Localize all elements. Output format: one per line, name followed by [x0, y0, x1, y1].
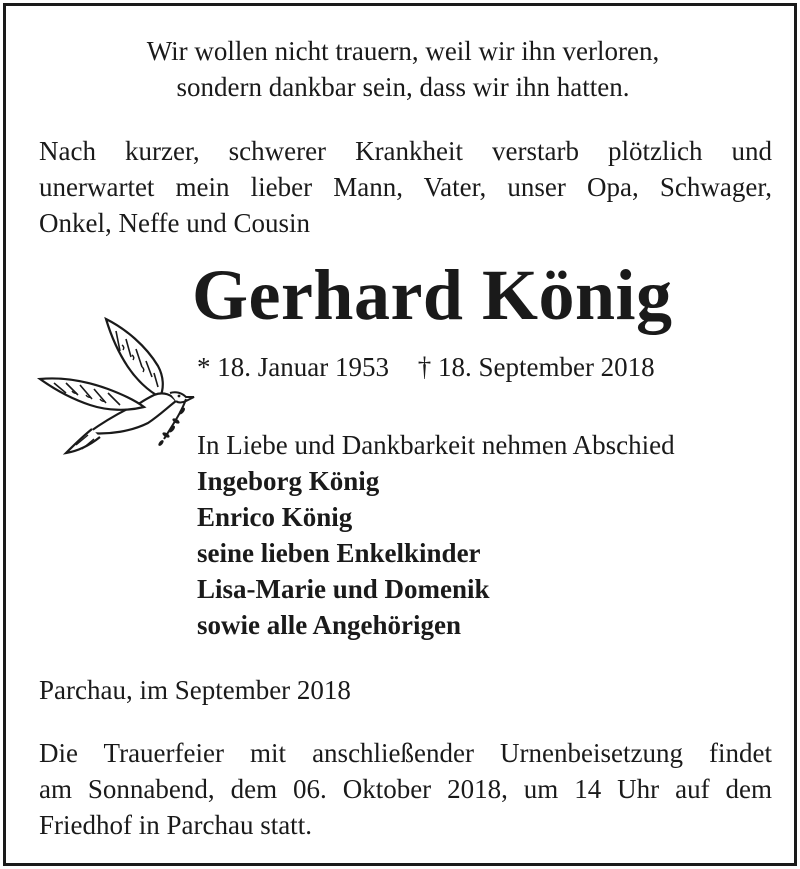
place-and-date: Parchau, im September 2018 [39, 675, 351, 705]
funeral-line-1: Die Trauerfeier mit anschließender Urnenbeisetzung findet [39, 738, 772, 768]
mourner-name: Enrico König [197, 502, 353, 532]
mourner-name: Lisa-Marie und Domenik [197, 574, 490, 604]
life-dates [197, 349, 655, 385]
motto-line-2: sondern dankbar sein, dass wir ihn hatten. [176, 72, 630, 102]
mourners-block [197, 427, 675, 643]
intro-line-1: Nach kurzer, schwerer Krankheit verstarb plötzlich und [39, 136, 772, 166]
farewell-intro: In Liebe und Dankbarkeit nehmen Abschied [197, 430, 675, 460]
mourner-name: seine lieben Enkelkinder [197, 538, 481, 568]
intro-line-3: Onkel, Neffe und Cousin [39, 208, 310, 238]
funeral-line-2: am Sonnabend, dem 06. Oktober 2018, um 14 Uhr auf dem [39, 774, 772, 804]
funeral-line-3: Friedhof in Parchau statt. [39, 810, 312, 840]
funeral-details [39, 735, 772, 843]
motto-quote [6, 33, 800, 105]
mourner-name: sowie alle Angehörigen [197, 610, 461, 640]
deceased-name: Gerhard König [192, 255, 673, 335]
mourner-name: Ingeborg König [197, 466, 380, 496]
birth-date: * 18. Januar 1953 [197, 352, 389, 382]
death-date: † 18. September 2018 [417, 352, 655, 382]
obituary-frame [3, 3, 797, 866]
intro-line-2: unerwartet mein lieber Mann, Vater, unser Opa, Schwager, [39, 172, 772, 202]
motto-line-1: Wir wollen nicht trauern, weil wir ihn verloren, [146, 36, 660, 66]
dove-with-olive-branch-icon [36, 311, 201, 461]
death-announcement-text [39, 133, 772, 241]
